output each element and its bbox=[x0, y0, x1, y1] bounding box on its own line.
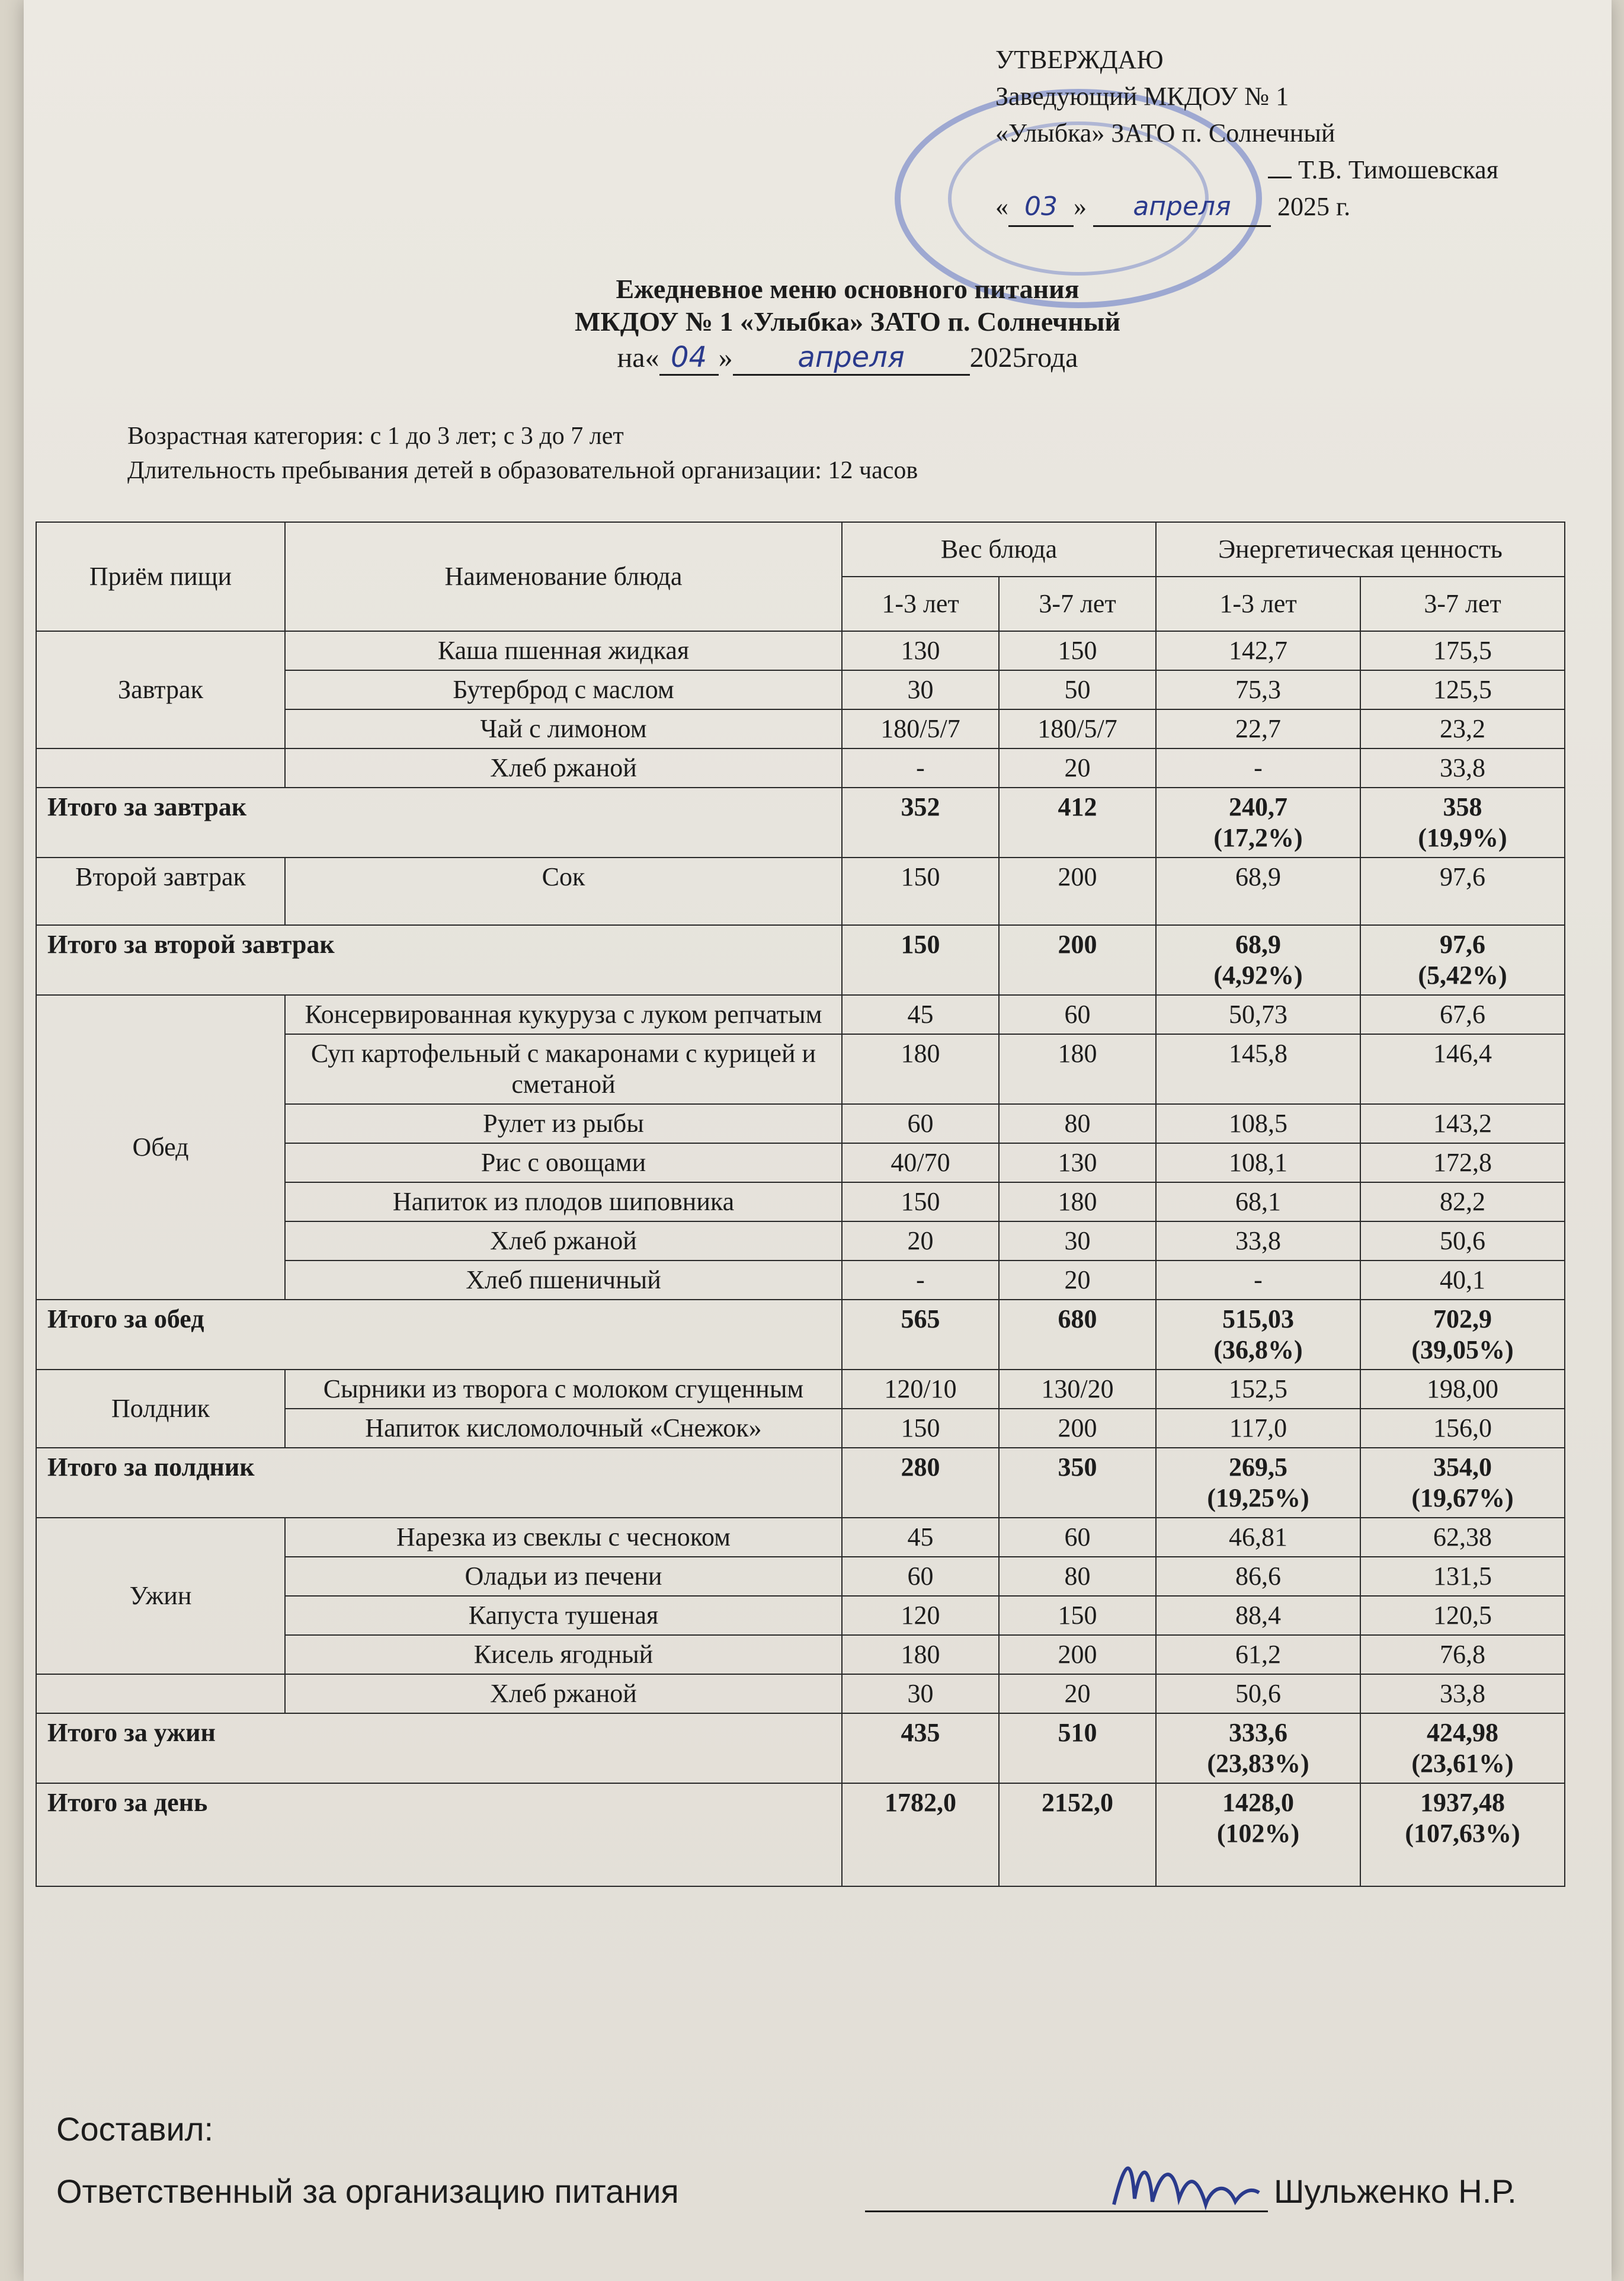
energy-3-7: 97,6 bbox=[1360, 858, 1565, 925]
dish-name: Хлеб ржаной bbox=[285, 1221, 842, 1261]
total-energy-percent: (107,63%) bbox=[1405, 1819, 1520, 1848]
total-label: Итого за ужин bbox=[36, 1713, 842, 1783]
energy-3-7: 172,8 bbox=[1360, 1143, 1565, 1182]
energy-3-7: 146,4 bbox=[1360, 1034, 1565, 1104]
total-weight-1-3: 352 bbox=[842, 788, 999, 858]
total-energy-percent: (23,83%) bbox=[1207, 1749, 1309, 1778]
total-weight-1-3: 565 bbox=[842, 1300, 999, 1370]
total-energy-3-7 bbox=[1360, 788, 1565, 858]
total-energy-percent: (5,42%) bbox=[1418, 961, 1507, 990]
dish-name: Рис с овощами bbox=[285, 1143, 842, 1182]
weight-1-3: 60 bbox=[842, 1104, 999, 1143]
approval-date-quote-close: » bbox=[1074, 192, 1087, 221]
energy-1-3: 75,3 bbox=[1156, 670, 1360, 709]
energy-3-7: 40,1 bbox=[1360, 1261, 1565, 1300]
date-prefix: на« bbox=[617, 342, 659, 373]
total-label: Итого за обед bbox=[36, 1300, 842, 1370]
energy-1-3: 61,2 bbox=[1156, 1635, 1360, 1674]
weight-3-7: 50 bbox=[999, 670, 1156, 709]
energy-1-3: 152,5 bbox=[1156, 1370, 1360, 1409]
weight-1-3: 30 bbox=[842, 670, 999, 709]
weight-1-3: 45 bbox=[842, 995, 999, 1034]
dish-name: Хлеб ржаной bbox=[285, 1674, 842, 1713]
document-date bbox=[36, 341, 1624, 376]
energy-3-7: 143,2 bbox=[1360, 1104, 1565, 1143]
approval-block bbox=[995, 41, 1498, 227]
weight-3-7: 20 bbox=[999, 1674, 1156, 1713]
weight-1-3: 120 bbox=[842, 1596, 999, 1635]
weight-1-3: 150 bbox=[842, 1409, 999, 1448]
total-row-day bbox=[36, 1783, 1565, 1886]
total-weight-1-3: 150 bbox=[842, 925, 999, 995]
total-weight-3-7: 350 bbox=[999, 1448, 1156, 1518]
total-energy-1-3 bbox=[1156, 788, 1360, 858]
dish-name: Чай с лимоном bbox=[285, 709, 842, 748]
weight-3-7: 80 bbox=[999, 1104, 1156, 1143]
header-weight: Вес блюда bbox=[842, 522, 1156, 577]
menu-table bbox=[36, 522, 1565, 1887]
header-energy-age-1-3: 1-3 лет bbox=[1156, 577, 1360, 631]
total-label: Итого за полдник bbox=[36, 1448, 842, 1518]
approval-date-year: 2025 г. bbox=[1277, 192, 1351, 221]
date-quote-close: » bbox=[718, 342, 733, 373]
energy-3-7: 23,2 bbox=[1360, 709, 1565, 748]
total-energy-1-3 bbox=[1156, 1783, 1360, 1886]
header-meal: Приём пищи bbox=[36, 522, 285, 631]
weight-1-3: 120/10 bbox=[842, 1370, 999, 1409]
energy-3-7: 67,6 bbox=[1360, 995, 1565, 1034]
approval-signatory bbox=[995, 152, 1498, 188]
total-weight-3-7: 412 bbox=[999, 788, 1156, 858]
header-weight-age-1-3: 1-3 лет bbox=[842, 577, 999, 631]
dish-name: Сок bbox=[285, 858, 842, 925]
weight-3-7: 60 bbox=[999, 995, 1156, 1034]
date-year: 2025года bbox=[969, 342, 1078, 373]
total-energy-value: 240,7 bbox=[1229, 792, 1287, 821]
total-weight-3-7: 680 bbox=[999, 1300, 1156, 1370]
weight-3-7: 20 bbox=[999, 1261, 1156, 1300]
total-energy-1-3 bbox=[1156, 1448, 1360, 1518]
age-category: Возрастная категория: с 1 до 3 лет; с 3 до 7 лет bbox=[127, 423, 624, 450]
approval-organization: «Улыбка» ЗАТО п. Солнечный bbox=[995, 119, 1335, 148]
energy-1-3: 117,0 bbox=[1156, 1409, 1360, 1448]
weight-1-3: 40/70 bbox=[842, 1143, 999, 1182]
dish-name: Суп картофельный с макаронами с курицей и сметаной bbox=[285, 1034, 842, 1104]
responsible-name: Шульженко Н.Р. bbox=[1274, 2173, 1517, 2210]
energy-3-7: 198,00 bbox=[1360, 1370, 1565, 1409]
total-energy-percent: (19,9%) bbox=[1418, 823, 1507, 852]
dish-name: Напиток кисломолочный «Снежок» bbox=[285, 1409, 842, 1448]
total-energy-percent: (102%) bbox=[1216, 1819, 1300, 1848]
meal-label-snack: Полдник bbox=[36, 1370, 285, 1448]
approval-date-quote-open: « bbox=[995, 192, 1008, 221]
total-energy-3-7 bbox=[1360, 1448, 1565, 1518]
dish-name: Нарезка из свеклы с чесноком bbox=[285, 1518, 842, 1557]
dish-name: Рулет из рыбы bbox=[285, 1104, 842, 1143]
weight-3-7: 180/5/7 bbox=[999, 709, 1156, 748]
total-energy-value: 515,03 bbox=[1222, 1304, 1294, 1333]
energy-1-3: 46,81 bbox=[1156, 1518, 1360, 1557]
total-energy-3-7 bbox=[1360, 1713, 1565, 1783]
weight-3-7: 20 bbox=[999, 748, 1156, 788]
total-energy-1-3 bbox=[1156, 925, 1360, 995]
dish-name: Хлеб пшеничный bbox=[285, 1261, 842, 1300]
weight-1-3: - bbox=[842, 748, 999, 788]
dish-name: Каша пшенная жидкая bbox=[285, 631, 842, 670]
energy-3-7: 76,8 bbox=[1360, 1635, 1565, 1674]
energy-3-7: 33,8 bbox=[1360, 748, 1565, 788]
weight-3-7: 200 bbox=[999, 1635, 1156, 1674]
total-energy-3-7 bbox=[1360, 1300, 1565, 1370]
table-row bbox=[36, 1518, 1565, 1557]
weight-1-3: 60 bbox=[842, 1557, 999, 1596]
energy-1-3: 108,5 bbox=[1156, 1104, 1360, 1143]
total-row-snack bbox=[36, 1448, 1565, 1518]
weight-3-7: 180 bbox=[999, 1034, 1156, 1104]
energy-3-7: 50,6 bbox=[1360, 1221, 1565, 1261]
handwritten-signature bbox=[1108, 2151, 1262, 2234]
energy-3-7: 120,5 bbox=[1360, 1596, 1565, 1635]
energy-1-3: 86,6 bbox=[1156, 1557, 1360, 1596]
energy-3-7: 82,2 bbox=[1360, 1182, 1565, 1221]
total-row-second-breakfast bbox=[36, 925, 1565, 995]
dish-name: Хлеб ржаной bbox=[285, 748, 842, 788]
total-weight-3-7: 2152,0 bbox=[999, 1783, 1156, 1886]
weight-3-7: 200 bbox=[999, 858, 1156, 925]
total-energy-value: 1937,48 bbox=[1420, 1788, 1505, 1817]
total-energy-value: 269,5 bbox=[1229, 1453, 1287, 1482]
energy-3-7: 131,5 bbox=[1360, 1557, 1565, 1596]
weight-1-3: 20 bbox=[842, 1221, 999, 1261]
weight-3-7: 80 bbox=[999, 1557, 1156, 1596]
weight-3-7: 150 bbox=[999, 1596, 1156, 1635]
header-energy: Энергетическая ценность bbox=[1156, 522, 1565, 577]
dish-name: Кисель ягодный bbox=[285, 1635, 842, 1674]
dish-name: Сырники из творога с молоком сгущенным bbox=[285, 1370, 842, 1409]
energy-3-7: 62,38 bbox=[1360, 1518, 1565, 1557]
energy-1-3: 50,6 bbox=[1156, 1674, 1360, 1713]
document-subtitle: МКДОУ № 1 «Улыбка» ЗАТО п. Солнечный bbox=[574, 306, 1121, 337]
energy-1-3: 145,8 bbox=[1156, 1034, 1360, 1104]
total-energy-percent: (19,25%) bbox=[1207, 1483, 1309, 1512]
meal-label-dinner: Ужин bbox=[36, 1518, 285, 1674]
signature-scribble bbox=[1108, 2151, 1262, 2222]
approval-date bbox=[995, 188, 1498, 227]
empty-meal-cell bbox=[36, 1674, 285, 1713]
energy-1-3: 50,73 bbox=[1156, 995, 1360, 1034]
dish-name: Капуста тушеная bbox=[285, 1596, 842, 1635]
date-month: апреля bbox=[733, 341, 970, 376]
weight-1-3: - bbox=[842, 1261, 999, 1300]
table-row bbox=[36, 858, 1565, 925]
energy-3-7: 33,8 bbox=[1360, 1674, 1565, 1713]
total-label: Итого за второй завтрак bbox=[36, 925, 842, 995]
weight-3-7: 180 bbox=[999, 1182, 1156, 1221]
compiled-by-label: Составил: bbox=[56, 2110, 214, 2148]
header-energy-age-3-7: 3-7 лет bbox=[1360, 577, 1565, 631]
weight-1-3: 180 bbox=[842, 1635, 999, 1674]
total-label: Итого за завтрак bbox=[36, 788, 842, 858]
energy-1-3: 68,9 bbox=[1156, 858, 1360, 925]
weight-1-3: 180/5/7 bbox=[842, 709, 999, 748]
total-energy-value: 333,6 bbox=[1229, 1718, 1287, 1747]
total-energy-percent: (4,92%) bbox=[1213, 961, 1303, 990]
weight-1-3: 45 bbox=[842, 1518, 999, 1557]
weight-1-3: 30 bbox=[842, 1674, 999, 1713]
total-row-breakfast bbox=[36, 788, 1565, 858]
document-title: Ежедневное меню основного питания bbox=[616, 274, 1080, 304]
total-weight-1-3: 280 bbox=[842, 1448, 999, 1518]
header-dish: Наименование блюда bbox=[285, 522, 842, 631]
weight-1-3: 130 bbox=[842, 631, 999, 670]
weight-3-7: 200 bbox=[999, 1409, 1156, 1448]
table-row bbox=[36, 748, 1565, 788]
weight-1-3: 150 bbox=[842, 1182, 999, 1221]
weight-1-3: 180 bbox=[842, 1034, 999, 1104]
approval-date-day: 03 bbox=[1008, 188, 1074, 227]
weight-3-7: 130/20 bbox=[999, 1370, 1156, 1409]
table-row bbox=[36, 1370, 1565, 1409]
empty-meal-cell bbox=[36, 748, 285, 788]
meal-label-second-breakfast: Второй завтрак bbox=[36, 858, 285, 925]
total-energy-value: 354,0 bbox=[1433, 1453, 1492, 1482]
total-weight-1-3: 435 bbox=[842, 1713, 999, 1783]
energy-1-3: 142,7 bbox=[1156, 631, 1360, 670]
total-energy-value: 702,9 bbox=[1433, 1304, 1492, 1333]
energy-3-7: 125,5 bbox=[1360, 670, 1565, 709]
weight-1-3: 150 bbox=[842, 858, 999, 925]
meal-label-lunch: Обед bbox=[36, 995, 285, 1300]
dish-name: Бутерброд с маслом bbox=[285, 670, 842, 709]
energy-1-3: 33,8 bbox=[1156, 1221, 1360, 1261]
weight-3-7: 130 bbox=[999, 1143, 1156, 1182]
dish-name: Напиток из плодов шиповника bbox=[285, 1182, 842, 1221]
table-row bbox=[36, 1674, 1565, 1713]
total-energy-1-3 bbox=[1156, 1713, 1360, 1783]
total-energy-percent: (36,8%) bbox=[1213, 1335, 1303, 1364]
energy-3-7: 175,5 bbox=[1360, 631, 1565, 670]
date-day: 04 bbox=[659, 341, 719, 376]
total-weight-3-7: 200 bbox=[999, 925, 1156, 995]
approval-signatory-name: Т.В. Тимошевская bbox=[1298, 155, 1498, 184]
dish-name: Консервированная кукуруза с луком репчатым bbox=[285, 995, 842, 1034]
total-energy-value: 1428,0 bbox=[1222, 1788, 1294, 1817]
total-energy-3-7 bbox=[1360, 925, 1565, 995]
table-row bbox=[36, 631, 1565, 670]
total-energy-percent: (17,2%) bbox=[1213, 823, 1303, 852]
total-weight-3-7: 510 bbox=[999, 1713, 1156, 1783]
approval-position: Заведующий МКДОУ № 1 bbox=[995, 82, 1289, 111]
approval-heading: УТВЕРЖДАЮ bbox=[995, 45, 1164, 74]
meal-label-breakfast: Завтрак bbox=[36, 631, 285, 748]
stay-duration: Длительность пребывания детей в образовательной организации: 12 часов bbox=[127, 457, 918, 484]
responsible-role: Ответственный за организацию питания bbox=[56, 2173, 679, 2210]
energy-1-3: - bbox=[1156, 1261, 1360, 1300]
total-energy-percent: (19,67%) bbox=[1411, 1483, 1514, 1512]
total-energy-value: 68,9 bbox=[1235, 930, 1281, 959]
signature-line bbox=[1268, 177, 1292, 178]
energy-1-3: 108,1 bbox=[1156, 1143, 1360, 1182]
total-energy-value: 358 bbox=[1443, 792, 1482, 821]
energy-1-3: - bbox=[1156, 748, 1360, 788]
weight-3-7: 60 bbox=[999, 1518, 1156, 1557]
energy-1-3: 68,1 bbox=[1156, 1182, 1360, 1221]
energy-1-3: 22,7 bbox=[1156, 709, 1360, 748]
table-header-row bbox=[36, 522, 1565, 577]
total-row-lunch bbox=[36, 1300, 1565, 1370]
weight-3-7: 30 bbox=[999, 1221, 1156, 1261]
header-weight-age-3-7: 3-7 лет bbox=[999, 577, 1156, 631]
dish-name: Оладьи из печени bbox=[285, 1557, 842, 1596]
total-energy-1-3 bbox=[1156, 1300, 1360, 1370]
total-energy-percent: (23,61%) bbox=[1411, 1749, 1514, 1778]
total-energy-value: 424,98 bbox=[1427, 1718, 1498, 1747]
total-weight-1-3: 1782,0 bbox=[842, 1783, 999, 1886]
total-label: Итого за день bbox=[36, 1783, 842, 1886]
total-energy-value: 97,6 bbox=[1440, 930, 1485, 959]
weight-3-7: 150 bbox=[999, 631, 1156, 670]
energy-1-3: 88,4 bbox=[1156, 1596, 1360, 1635]
table-row bbox=[36, 995, 1565, 1034]
total-energy-percent: (39,05%) bbox=[1411, 1335, 1514, 1364]
energy-3-7: 156,0 bbox=[1360, 1409, 1565, 1448]
total-energy-3-7 bbox=[1360, 1783, 1565, 1886]
approval-date-month: апреля bbox=[1093, 188, 1271, 227]
total-row-dinner bbox=[36, 1713, 1565, 1783]
